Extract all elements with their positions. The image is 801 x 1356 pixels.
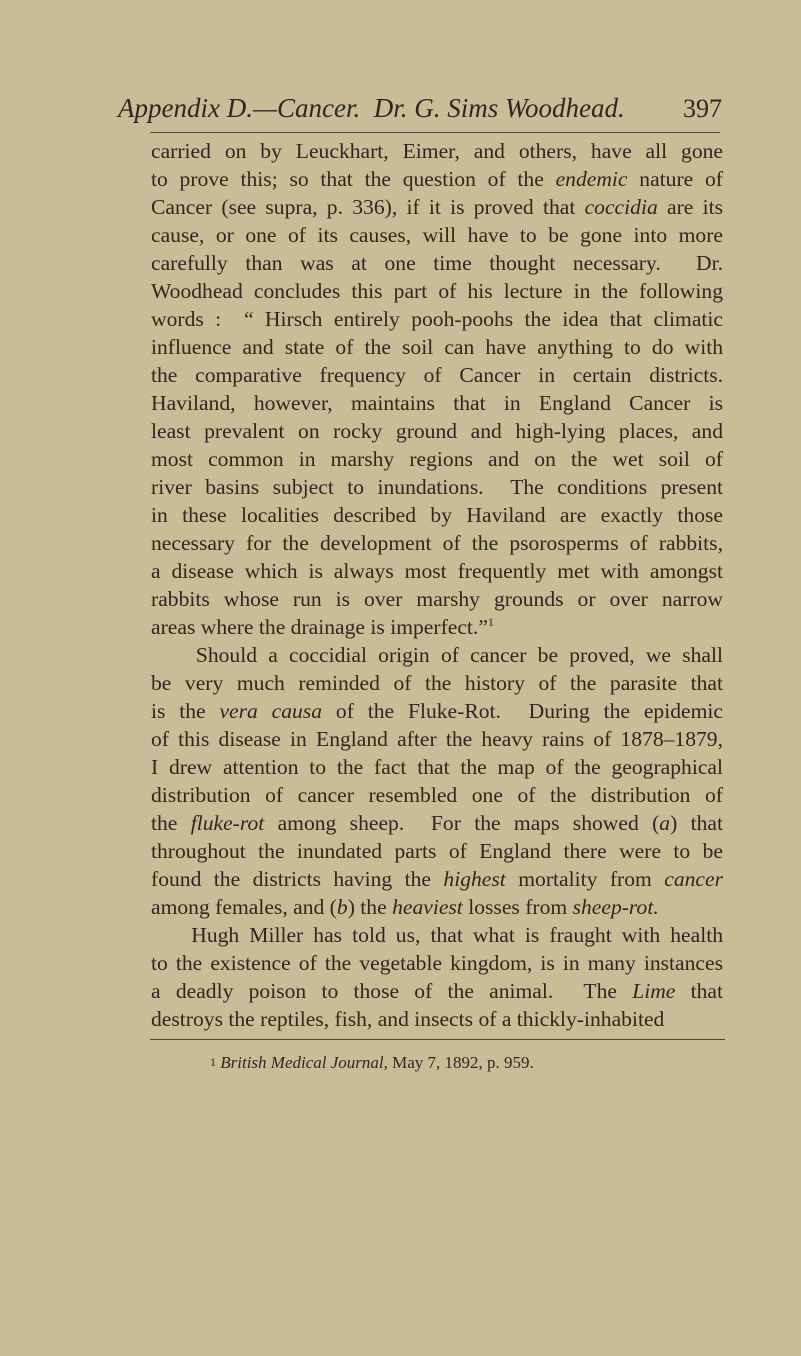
text-run: Should a coccidial origin of cancer be proved, we shall <box>151 643 723 667</box>
header-rule <box>150 132 720 133</box>
text-run: carefully than was at one time thought necessary. Dr. <box>151 251 723 275</box>
text-line <box>151 165 723 193</box>
text-line <box>151 641 723 669</box>
text-line <box>151 445 723 473</box>
text-run: losses from <box>462 895 573 919</box>
text-run: are its <box>657 195 723 219</box>
text-line <box>151 893 723 921</box>
italic-text: British Medical Journal, <box>220 1053 388 1072</box>
running-header <box>118 93 722 124</box>
text-run: carried on by Leuckhart, Eimer, and others, have all gone <box>151 139 723 163</box>
text-line <box>151 361 723 389</box>
text-run: I drew attention to the fact that the map of the geographical <box>151 755 723 779</box>
running-title: Appendix D.—Cancer. Dr. G. Sims Woodhead. <box>118 93 625 123</box>
text-run: of this disease in England after the heavy rains of 1878–1879, <box>151 727 723 751</box>
text-run: rabbits whose run is over marshy grounds or over narrow <box>151 587 723 611</box>
italic-text: endemic <box>555 167 628 191</box>
text-line <box>151 613 723 641</box>
text-run: words : “ Hirsch entirely pooh-poohs the idea that climatic <box>151 307 723 331</box>
text-line <box>151 1005 723 1033</box>
text-line <box>151 781 723 809</box>
italic-text: b <box>336 895 348 919</box>
text-run: least prevalent on rocky ground and high-lying places, and <box>151 419 723 443</box>
text-run: to prove this; so that the question of the <box>151 167 556 191</box>
footnote-marker: 1 <box>210 1055 216 1069</box>
text-run: ) that <box>670 811 723 835</box>
text-run: Woodhead concludes this part of his lecture in the following <box>151 279 723 303</box>
text-line <box>151 389 723 417</box>
italic-text: heaviest <box>392 895 463 919</box>
text-line <box>151 949 723 977</box>
text-run: river basins subject to inundations. The conditions present <box>151 475 723 499</box>
text-line <box>151 333 723 361</box>
footnote <box>210 1053 534 1073</box>
text-line <box>151 249 723 277</box>
text-run: among females, and ( <box>151 895 337 919</box>
text-line <box>151 305 723 333</box>
text-line <box>151 277 723 305</box>
text-line <box>151 977 723 1005</box>
text-run: cause, or one of its causes, will have to be gone into more <box>151 223 723 247</box>
italic-text: sheep-rot. <box>572 895 659 919</box>
text-run: that <box>675 979 723 1003</box>
text-run: found the districts having the <box>151 867 444 891</box>
text-run: destroys the reptiles, fish, and insects of a thickly-inhabited <box>151 1007 665 1031</box>
text-run: a disease which is always most frequently met with amongst <box>151 559 723 583</box>
italic-text: vera causa <box>219 699 323 723</box>
text-run: the <box>151 811 191 835</box>
footnote-rule <box>150 1039 725 1040</box>
text-run: ) the <box>347 895 393 919</box>
text-line <box>151 529 723 557</box>
text-line <box>151 809 723 837</box>
text-line <box>151 557 723 585</box>
text-run: throughout the inundated parts of England there were to be <box>151 839 723 863</box>
text-line <box>151 697 723 725</box>
italic-text: coccidia <box>584 195 658 219</box>
italic-text: fluke-rot <box>190 811 265 835</box>
text-line <box>151 193 723 221</box>
text-line <box>151 669 723 697</box>
body-text <box>151 137 723 1033</box>
text-line <box>151 921 723 949</box>
text-line <box>151 137 723 165</box>
text-run: Hugh Miller has told us, that what is fraught with health <box>151 923 723 947</box>
text-line <box>151 501 723 529</box>
text-run: areas where the drainage is imperfect.” <box>151 615 488 639</box>
italic-text: Lime <box>632 979 676 1003</box>
text-run: nature of <box>627 167 723 191</box>
text-line <box>151 753 723 781</box>
text-run: Haviland, however, maintains that in England Cancer is <box>151 391 723 415</box>
text-run: May 7, 1892, p. 959. <box>387 1053 534 1072</box>
text-run: necessary for the development of the psorosperms of rabbits, <box>151 531 723 555</box>
text-run: mortality from <box>505 867 665 891</box>
text-line <box>151 585 723 613</box>
text-run: to the existence of the vegetable kingdom, is in many instances <box>151 951 723 975</box>
text-line <box>151 837 723 865</box>
text-run: of the Fluke-Rot. During the epidemic <box>322 699 723 723</box>
text-run: be very much reminded of the history of the parasite that <box>151 671 723 695</box>
text-run: is the <box>151 699 220 723</box>
text-line <box>151 417 723 445</box>
text-line <box>151 473 723 501</box>
text-line <box>151 865 723 893</box>
text-line <box>151 725 723 753</box>
text-run: Cancer (see supra, p. 336), if it is proved that <box>151 195 585 219</box>
page-number: 397 <box>683 94 722 123</box>
text-run: influence and state of the soil can have anything to do with <box>151 335 723 359</box>
italic-text: highest <box>443 867 506 891</box>
text-run: the comparative frequency of Cancer in certain districts. <box>151 363 723 387</box>
text-line <box>151 221 723 249</box>
text-run: in these localities described by Haviland are exactly those <box>151 503 723 527</box>
text-run: most common in marshy regions and on the wet soil of <box>151 447 723 471</box>
italic-text: a <box>659 811 671 835</box>
footnote-marker: 1 <box>487 615 494 629</box>
text-run: a deadly poison to those of the animal. The <box>151 979 633 1003</box>
italic-text: cancer <box>664 867 723 891</box>
text-run: distribution of cancer resembled one of the distribution of <box>151 783 723 807</box>
text-run: among sheep. For the maps showed ( <box>264 811 660 835</box>
